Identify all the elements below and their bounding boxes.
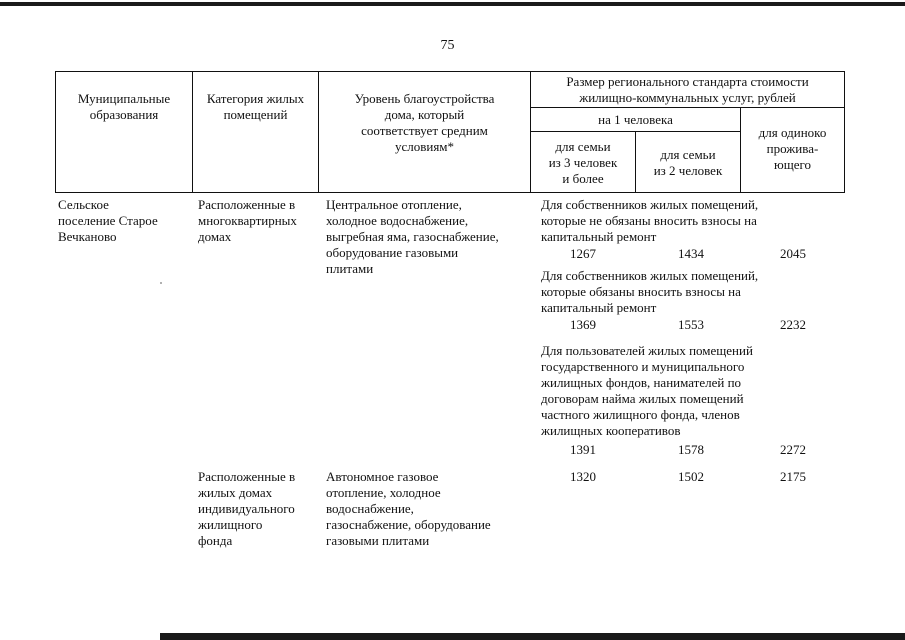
row1-category: Расположенные в многоквартирных домах: [198, 197, 297, 244]
table-top-border: [55, 71, 844, 72]
group1-value-family2: 1434: [678, 246, 704, 261]
municipality-name: Сельское поселение Старое Вечканово: [58, 197, 158, 244]
row2-value-single: 2175: [780, 469, 806, 484]
group1-value-single: 2045: [780, 246, 806, 261]
group3-label: Для пользователей жилых помещений государственного и муниципального жилищных фондов, нанимателей по договорам найма жилых помещений частного жилищного фонда, членов жилищных кооперативов: [541, 343, 753, 438]
standard-header-divider: [530, 107, 844, 108]
header-single-resident: для одиноко прожива- ющего: [758, 125, 827, 172]
header-regional-standard: Размер регионального стандарта стоимости жилищно-коммунальных услуг, рублей: [566, 74, 809, 105]
header-per-person: на 1 человека: [598, 112, 673, 127]
row1-improvement-level: Центральное отопление, холодное водоснабжение, выгребная яма, газоснабжение, оборудование газовыми плитами: [326, 197, 499, 276]
header-municipal: Муниципальные образования: [77, 91, 171, 122]
row2-improvement-level: Автономное газовое отопление, холодное водоснабжение, газоснабжение, оборудование газовыми плитами: [326, 469, 491, 548]
group1-value-family3: 1267: [570, 246, 596, 261]
group2-value-single: 2232: [780, 317, 806, 332]
group2-value-family2: 1553: [678, 317, 704, 332]
group1-label: Для собственников жилых помещений, которые не обязаны вносить взносы на капитальный ремонт: [541, 197, 759, 244]
header-category: Категория жилых помещений: [206, 91, 305, 122]
scan-top-edge: [0, 2, 905, 6]
group3-value-single: 2272: [780, 442, 806, 457]
row2-category: Расположенные в жилых домах индивидуального жилищного фонда: [198, 469, 296, 548]
table-left-border: [55, 71, 56, 193]
group2-value-family3: 1369: [570, 317, 596, 332]
group3-value-family2: 1578: [678, 442, 704, 457]
scan-bottom-edge: [160, 633, 905, 640]
table-right-border: [844, 71, 845, 193]
column-divider-1: [192, 71, 193, 193]
scan-speck: [160, 282, 162, 284]
header-family-2: для семьи из 2 человек: [653, 147, 723, 178]
row2-value-family3: 1320: [570, 469, 596, 484]
page-number: 75: [440, 38, 455, 53]
group3-value-family3: 1391: [570, 442, 596, 457]
header-bottom-border: [55, 192, 844, 193]
header-family-3: для семьи из 3 человек и более: [548, 139, 618, 186]
group2-label: Для собственников жилых помещений, которые обязаны вносить взносы на капитальный ремонт: [541, 268, 759, 315]
row2-value-family2: 1502: [678, 469, 704, 484]
header-improvement-level: Уровень благоустройства дома, который соответствует средним условиям*: [354, 91, 495, 154]
